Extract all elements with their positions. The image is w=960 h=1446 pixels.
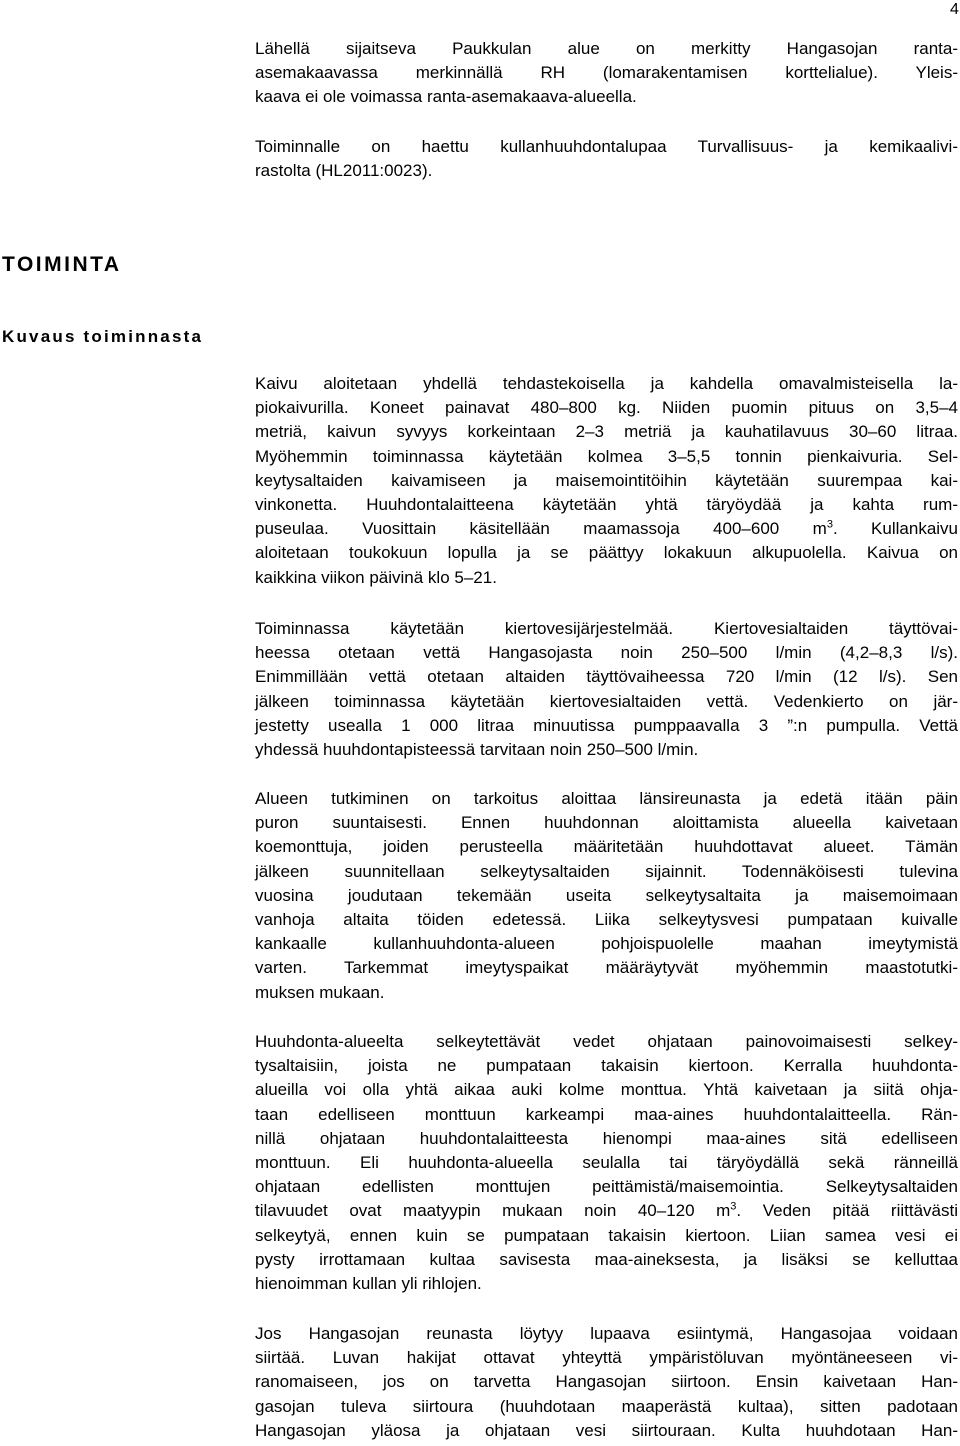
text-line: ohjataan edellisten monttujen peittämistä/maisemointia. Selkeytysaltaiden bbox=[255, 1177, 958, 1197]
text-line: Alueen tutkiminen on tarkoitus aloittaa länsireunasta ja edetä itään päin bbox=[255, 789, 958, 808]
text-line: Huuhdonta-alueelta selkeytettävät vedet ohjataan painovoimaisesti selkey- bbox=[255, 1032, 958, 1051]
superscript: 3 bbox=[730, 1200, 737, 1213]
text-line: keytysaltaiden kaivamiseen ja maisemointitöihin käytetään suurempaa kai- bbox=[255, 470, 958, 490]
text-line: nillä ohjataan huuhdontalaitteesta hienompi maa-aines sitä edelliseen bbox=[255, 1128, 958, 1148]
text-line: asemakaavassa merkinnällä RH (lomarakentamisen korttelialue). Yleis- bbox=[255, 63, 958, 83]
text-line bbox=[255, 517, 958, 541]
paragraph-water-circulation bbox=[255, 617, 958, 762]
text-line: jälkeen toiminnassa käytetään kiertovesialtaiden vettä. Vedenkierto on jär- bbox=[255, 691, 958, 711]
text-line: vinkonetta. Huuhdontalaitteena käytetään yhtä täryöydää ja kahta rum- bbox=[255, 494, 958, 514]
text-line: jälkeen suunnitellaan selkeytysaltaiden sijainnit. Todennäköisesti tulevina bbox=[255, 861, 958, 881]
paragraph-settling-basins bbox=[255, 1030, 958, 1296]
text-line: kaava ei ole voimassa ranta-asemakaava-alueella. bbox=[255, 87, 637, 107]
text-line: tysaltaisiin, joista ne pumpataan takaisin kiertoon. Kerralla huuhdonta- bbox=[255, 1056, 958, 1076]
page-number: 4 bbox=[950, 1, 959, 18]
text-line: yhdessä huuhdontapisteessä tarvitaan noin 250–500 l/min. bbox=[255, 739, 699, 759]
text-line: Kaivu aloitetaan yhdellä tehdastekoisella ja kahdella omavalmisteisella la- bbox=[255, 374, 958, 393]
text-line: Toiminnassa käytetään kiertovesijärjestelmää. Kiertovesialtaiden täyttövai- bbox=[255, 619, 958, 638]
text-line: heessa otetaan vettä Hangasojasta noin 250–500 l/min (4,2–8,3 l/s). bbox=[255, 643, 958, 663]
subsection-title: Kuvaus toiminnasta bbox=[2, 327, 204, 346]
section-title: TOIMINTA bbox=[2, 253, 122, 276]
text-line: Jos Hangasojan reunasta löytyy lupaava esiintymä, Hangasojaa voidaan bbox=[255, 1324, 958, 1343]
paragraph-excavation bbox=[255, 372, 958, 590]
text-line: rastolta (HL2011:0023). bbox=[255, 161, 433, 181]
text-line: selkeytyä, ennen kuin se pumpataan takaisin kiertoon. Liian samea vesi ei bbox=[255, 1225, 958, 1245]
text-line: piokaivurilla. Koneet painavat 480–800 kg. Niiden puomin pituus on 3,5–4 bbox=[255, 398, 958, 418]
text-line: Hangasojan yläosa ja ohjataan vesi siirtouraan. Kulta huuhdotaan Han- bbox=[255, 1420, 958, 1440]
text-line bbox=[255, 1199, 958, 1223]
text-line: ranomaiseen, jos on tarvetta Hangasojan siirtoon. Ensin kaivetaan Han- bbox=[255, 1372, 958, 1392]
text-line: aloitetaan toukokuun lopulla ja se päättyy lokakuun alkupuolella. Kaivua on bbox=[255, 543, 958, 563]
text-line: metriä, kaivun syvyys korkeintaan 2–3 metriä ja kauhatilavuus 30–60 litraa. bbox=[255, 422, 958, 442]
text-line: puron suuntaisesti. Ennen huuhdonnan aloittamista alueella kaivetaan bbox=[255, 813, 958, 833]
text-fragment: tilavuudet ovat maatyypin mukaan noin 40–120 m bbox=[255, 1201, 731, 1221]
text-fragment: . Veden pitää riittävästi bbox=[736, 1201, 958, 1221]
text-fragment: puseulaa. Vuosittain käsitellään maamassoja 400–600 m bbox=[255, 519, 827, 539]
superscript: 3 bbox=[826, 518, 833, 531]
paragraph-exploration bbox=[255, 787, 958, 1005]
text-line: siirtää. Luvan hakijat ottavat yhteyttä ympäristöluvan myöntäneeseen vi- bbox=[255, 1348, 958, 1368]
text-line: koemonttuja, joiden perusteella määritetään huuhdottavat alueet. Tämän bbox=[255, 837, 958, 857]
text-line: monttuun. Eli huuhdonta-alueella seulalla tai täryöydällä sekä ränneillä bbox=[255, 1152, 958, 1172]
text-line: Lähellä sijaitseva Paukkulan alue on merkitty Hangasojan ranta- bbox=[255, 39, 958, 58]
text-line: vanhoja altaita töiden edetessä. Liika selkeytysvesi pumpataan kuivalle bbox=[255, 909, 958, 929]
text-line: muksen mukaan. bbox=[255, 982, 385, 1002]
text-line: kankaalle kullanhuuhdonta-alueen pohjoispuolelle maahan imeytymistä bbox=[255, 934, 958, 954]
text-line: jestetty usealla 1 000 litraa minuutissa pumppaavalla 3 ”:n pumpulla. Vettä bbox=[255, 715, 958, 735]
text-line: vuosina joudutaan tekemään useita selkeytysaltaita ja maisemoimaan bbox=[255, 885, 958, 905]
text-line: pysty irrottamaan kultaa savisesta maa-aineksesta, ja lisäksi se kelluttaa bbox=[255, 1249, 958, 1269]
paragraph-stream-relocation bbox=[255, 1322, 958, 1443]
paragraph-zoning bbox=[255, 37, 958, 110]
text-line: Toiminnalle on haettu kullanhuuhdontalupaa Turvallisuus- ja kemikaalivi- bbox=[255, 137, 958, 156]
text-line: Myöhemmin toiminnassa käytetään kolmea 3–5,5 tonnin pienkaivuria. Sel- bbox=[255, 446, 958, 466]
text-line: gasojan tuleva siirtoura (huuhdotaan maaperästä kultaa), sitten padotaan bbox=[255, 1396, 958, 1416]
paragraph-permit bbox=[255, 135, 958, 183]
text-line: Enimmillään vettä otetaan altaiden täyttövaiheessa 720 l/min (12 l/s). Sen bbox=[255, 667, 958, 687]
text-fragment: . Kullankaivu bbox=[832, 519, 959, 539]
text-line: varten. Tarkemmat imeytyspaikat määräytyvät myöhemmin maastotutki- bbox=[255, 958, 958, 978]
text-line: hienoimman kullan yli rihlojen. bbox=[255, 1273, 482, 1293]
text-line: kaikkina viikon päivinä klo 5–21. bbox=[255, 567, 497, 587]
text-line: alueilla voi olla yhtä aikaa auki kolme monttua. Yhtä kaivetaan ja siitä ohja- bbox=[255, 1080, 958, 1100]
text-line: taan edelliseen monttuun karkeampi maa-aines huuhdontalaitteella. Rän- bbox=[255, 1104, 958, 1124]
